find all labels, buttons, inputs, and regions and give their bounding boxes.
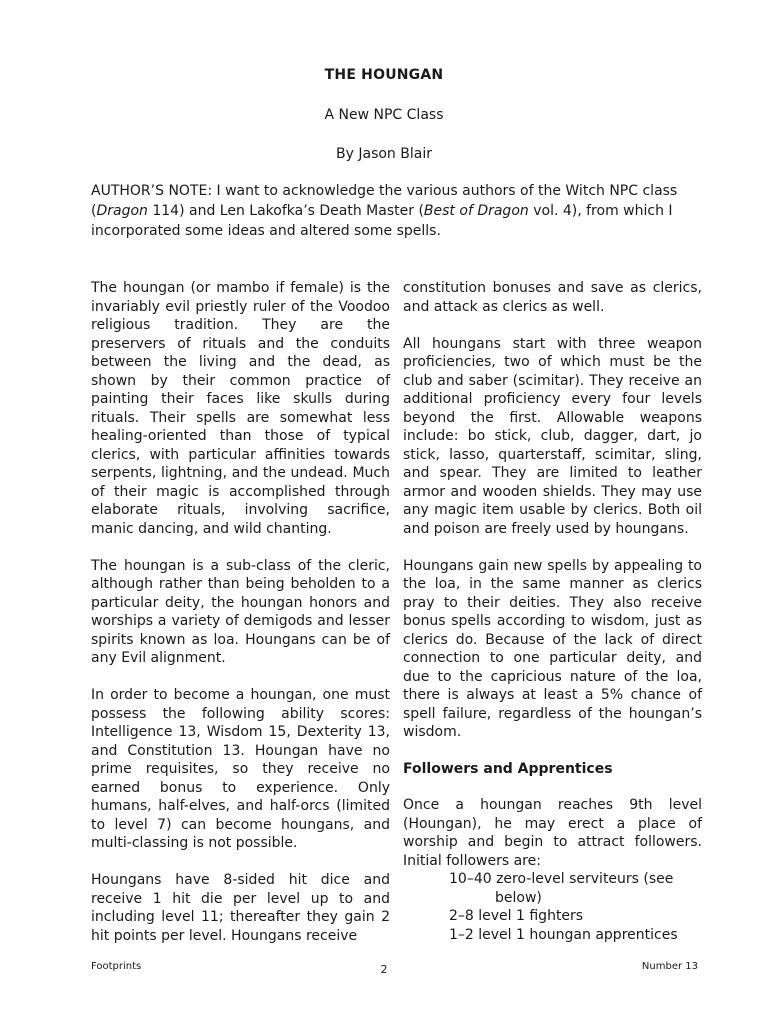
follower-item xyxy=(449,926,702,945)
left-column xyxy=(91,279,390,964)
paragraph-weapons: All houngans start with three weapon proficiencies, two of which must be the club and saber (scimitar). They receive an additional proficiency every four levels beyond the first. Allowable weapons include: bo stick, club, dagger, dart, jo stick, lasso, quarterstaff, scimitar, sling, and spear. They are limited to leather armor and wooden shields. They may use any magic item usable by clerics. Both oil and poison are freely used by houngans. xyxy=(403,335,702,537)
follower-item xyxy=(449,907,702,926)
right-column xyxy=(403,279,702,944)
best-of-dragon-title: Best of Dragon xyxy=(423,203,529,219)
followers-list xyxy=(403,870,702,944)
paragraph-intro: The houngan (or mambo if female) is the invariably evil priestly ruler of the Voodoo religious tradition. They are the preservers of rituals and the conduits between the living and the dead, as shown by their common practice of painting their faces like skulls during rituals. Their spells are somewhat less healing-oriented than those of typical clerics, with particular affinities towards serpents, lightning, and the undead. Much of their magic is accomplished through elaborate rituals, involving sacrifice, manic dancing, and wild chanting. xyxy=(91,280,390,537)
footer-issue-number: Number 13 xyxy=(641,961,698,972)
follower-item-text: 1–2 level 1 houngan apprentices xyxy=(449,926,678,943)
section-heading-followers: Followers and Apprentices xyxy=(403,761,613,777)
dragon-magazine-title: Dragon xyxy=(96,203,148,219)
author-note-lead: AUTHOR’S NOTE: I want to acknowledge the various authors of the Witch NPC class ( xyxy=(91,183,678,219)
paragraph-hit-dice: Houngans have 8-sided hit dice and receive 1 hit die per level up to and including level 11; thereafter they gain 2 hit points per level. Houngans receive xyxy=(91,872,390,944)
article-subtitle: A New NPC Class xyxy=(324,107,444,123)
paragraph-spells: Houngans gain new spells by appealing to the loa, in the same manner as clerics pray to their deities. They also receive bonus spells according to wisdom, just as clerics do. Because of the lack of direct connection to one particular deity, and due to the capricious nature of the loa, there is always at least a 5% chance of spell failure, regardless of the houngan’s wisdom. xyxy=(403,557,702,740)
article-title: THE HOUNGAN xyxy=(324,67,444,83)
paragraph-requirements: In order to become a houngan, one must possess the following ability scores: Intelligence 13, Wisdom 15, Dexterity 13, and Constitution 13. Houngan have no prime requisites, so they receive no earned bonus to experience. Only humans, half-elves, and half-orcs (limited to level 7) can become houngans, and multi-classing is not possible. xyxy=(91,687,390,851)
author-note-mid: 114) and Len Lakofka’s Death Master ( xyxy=(147,203,424,219)
follower-item-text: 2–8 level 1 fighters xyxy=(449,908,584,924)
paragraph-subclass: The houngan is a sub-class of the cleric, although rather than being beholden to a particular deity, the houngan honors and worships a variety of demigods and lesser spirits known as loa. Houngans can be of any Evil alignment. xyxy=(91,557,390,666)
follower-item-text: 10–40 zero-level serviteurs (see xyxy=(449,871,674,887)
follower-item xyxy=(449,870,702,907)
paragraph-saves: constitution bonuses and save as clerics, and attack as clerics as well. xyxy=(403,280,702,315)
follower-item-continuation: below) xyxy=(495,889,542,906)
footer-page-number: 2 xyxy=(380,963,388,976)
author-note-tail: vol. 4), from which I incorporated some ideas and altered some spells. xyxy=(91,203,673,239)
author-note xyxy=(91,181,703,241)
paragraph-followers-intro: Once a houngan reaches 9th level (Houngan), he may erect a place of worship and begin to attract followers. Initial followers are: xyxy=(403,797,702,869)
author-byline: By Jason Blair xyxy=(336,146,432,162)
footer-publication: Footprints xyxy=(91,961,142,972)
